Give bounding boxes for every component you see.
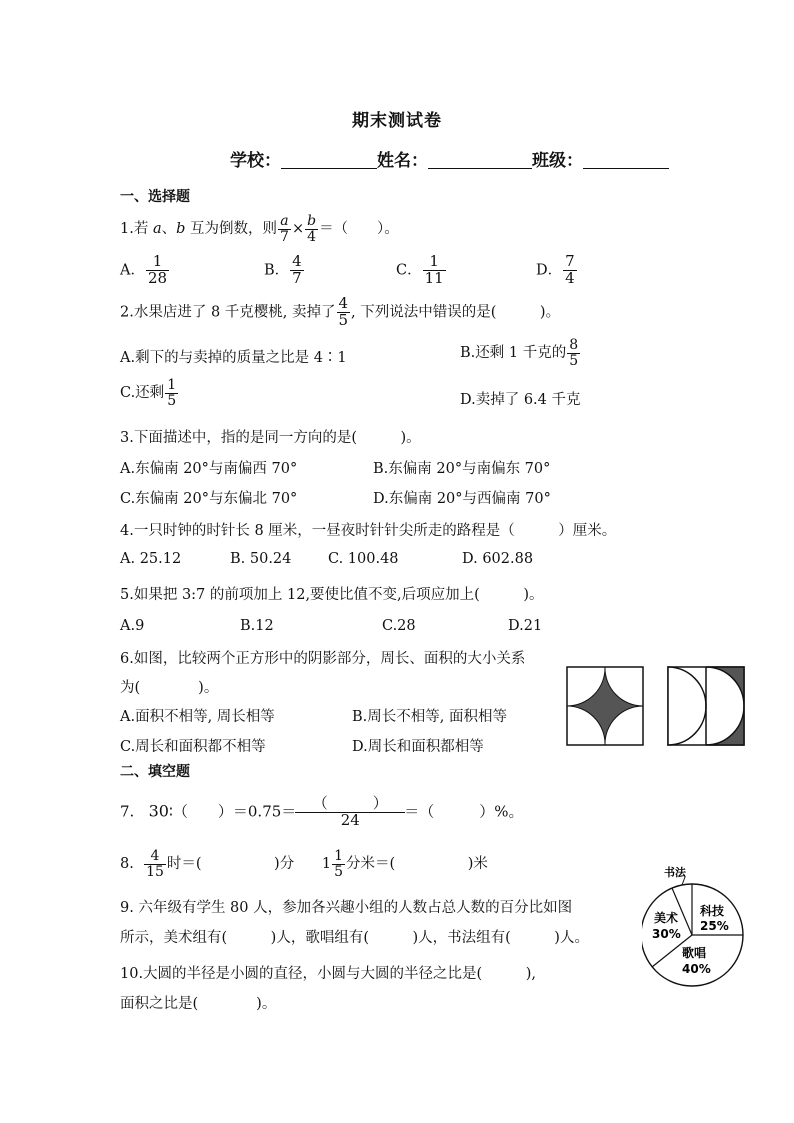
q2-option-d: D.卖掉了 6.4 千克 [460, 392, 581, 408]
question-10-line2: 面积之比是( )。 [120, 996, 277, 1012]
label-keji-pct: 25% [700, 919, 729, 933]
q3-option-c: C.东偏南 20°与东偏北 70° [120, 491, 298, 507]
q3-option-b: B.东偏南 20°与南偏东 70° [373, 461, 551, 477]
q3-option-d: D.东偏南 20°与西偏南 70° [373, 491, 551, 507]
question-8: 8. $\frac{4}{15}$ 时＝( )分 1 $\frac{1}{5}$ 分米＝( )米 [120, 848, 488, 880]
label-meishu: 美术 [654, 911, 679, 925]
q5-option-b: B.12 [240, 618, 274, 634]
fraction: $\frac{a}{7}$ [280, 213, 289, 245]
class-label: 班级： [532, 151, 583, 171]
q6-option-a: A.面积不相等, 周长相等 [120, 709, 275, 725]
q5-option-d: D.21 [508, 618, 543, 634]
student-info [230, 146, 669, 171]
q6-option-c: C.周长和面积都不相等 [120, 739, 266, 755]
label-shufa: 书法 [664, 866, 686, 879]
question-10-line1: 10.大圆的半径是小圆的直径，小圆与大圆的半径之比是( ), [120, 966, 536, 982]
square-half-circles [668, 667, 744, 745]
question-7: 7. 30∶（ ）＝0.75＝ $\frac{( )}{24}$ ＝（ ）%。 [120, 794, 524, 829]
label-keji: 科技 [700, 904, 725, 918]
class-blank [583, 150, 669, 169]
q5-option-a: A.9 [120, 618, 145, 634]
q4-option-c: C. 100.48 [328, 551, 399, 567]
school-label: 学校： [230, 151, 281, 171]
section-fill: 二、填空题 [120, 764, 190, 780]
label-meishu-pct: 30% [652, 927, 681, 941]
question-9-line1: 9. 六年级有学生 80 人，参加各兴趣小组的人数占总人数的百分比如图 [120, 900, 573, 916]
square-astroid [567, 667, 643, 745]
question-4: 4.一只时钟的时针长 8 厘米，一昼夜时针针尖所走的路程是（ ）厘米。 [120, 523, 617, 539]
q4-option-b: B. 50.24 [230, 551, 292, 567]
question-6-line1: 6.如图，比较两个正方形中的阴影部分，周长、面积的大小关系 [120, 651, 526, 667]
q1-option-a: A． $\frac{1}{28}$ [120, 252, 168, 287]
q6-option-b: B.周长不相等, 面积相等 [352, 709, 507, 725]
question-6-line2: 为( )。 [120, 680, 219, 696]
question-9-line2: 所示，美术组有( )人，歌唱组有( )人，书法组有( )人。 [120, 930, 589, 946]
q1-option-d: D． $\frac{7}{4}$ [536, 252, 575, 287]
q9-pie-figure [642, 860, 752, 990]
school-blank [281, 150, 377, 169]
question-2: 2.水果店进了 8 千克樱桃, 卖掉了 $\frac{4}{5}$ , 下列说法中错误的是( )。 [120, 294, 561, 329]
q2-option-b: B.还剩 1 千克的 $\frac{8}{5}$ [460, 337, 579, 369]
q1-option-b: B． $\frac{4}{7}$ [264, 252, 302, 287]
q2-option-a: A.剩下的与卖掉的质量之比是 4∶1 [120, 350, 347, 366]
label-gechang-pct: 40% [682, 962, 711, 976]
q4-option-d: D. 602.88 [462, 551, 534, 567]
page-title: 期末测试卷 [352, 111, 442, 131]
question-3: 3.下面描述中，指的是同一方向的是( )。 [120, 430, 421, 446]
q3-option-a: A.东偏南 20°与南偏西 70° [120, 461, 298, 477]
q1-option-c: C． $\frac{1}{11}$ [396, 252, 444, 287]
q6-option-d: D.周长和面积都相等 [352, 739, 484, 755]
question-1: 1.若 a、b 互为倒数，则 $\frac{a}{7}$ × $\frac{b}{4}$ ＝（ ）。 [120, 213, 399, 245]
question-5: 5.如果把 3:7 的前项加上 12,要使比值不变,后项应加上( )。 [120, 587, 544, 603]
fraction: $\frac{b}{4}$ [307, 213, 317, 245]
name-blank [428, 150, 532, 169]
section-choice: 一、选择题 [120, 189, 190, 205]
q4-option-a: A. 25.12 [120, 551, 182, 567]
q2-option-c: C.还剩 $\frac{1}{5}$ [120, 377, 177, 409]
q5-option-c: C.28 [382, 618, 416, 634]
name-label: 姓名： [377, 151, 428, 171]
label-gechang: 歌唱 [682, 946, 707, 960]
q6-squares-figure [564, 664, 780, 748]
